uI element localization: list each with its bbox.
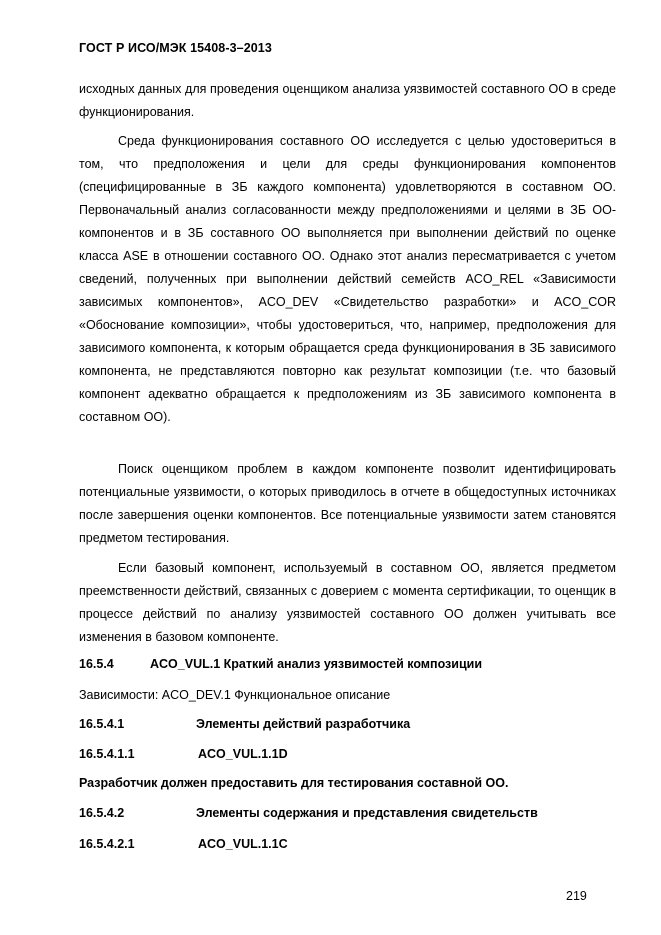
subsection-heading-1 [79, 717, 410, 731]
page-number: 219 [566, 889, 587, 903]
subsection-heading-2 [79, 806, 538, 820]
subsection-number-1: 16.5.4.1 [79, 717, 125, 731]
element-heading-1 [79, 747, 288, 761]
paragraph-1: исходных данных для проведения оценщиком анализа уязвимостей составного ОО в среде функционирования. [79, 82, 616, 119]
subsection-title-1: Элементы действий разработчика [196, 717, 411, 731]
document-header: ГОСТ Р ИСО/МЭК 15408-3–2013 [79, 41, 272, 55]
section-heading [79, 657, 482, 671]
element-title-2: ACO_VUL.1.1C [198, 837, 288, 851]
element-heading-2 [79, 837, 288, 851]
section-title: ACO_VUL.1 Краткий анализ уязвимостей композиции [150, 657, 483, 671]
subsection-title-2: Элементы содержания и представления свидетельств [196, 806, 538, 820]
requirement-statement: Разработчик должен предоставить для тестирования составной ОО. [79, 776, 509, 790]
section-number: 16.5.4 [79, 657, 114, 671]
element-number-1: 16.5.4.1.1 [79, 747, 135, 761]
subsection-number-2: 16.5.4.2 [79, 806, 125, 820]
paragraph-3: Поиск оценщиком проблем в каждом компоненте позволит идентифицировать потенциальные уязвимости, о которых приводилось в отчете в общедоступных источниках после завершения оценки компонентов. Все потенциальные уязвимости затем становятся предметом тестирования. [79, 462, 616, 545]
element-title-1: ACO_VUL.1.1D [198, 747, 288, 761]
element-number-2: 16.5.4.2.1 [79, 837, 135, 851]
dependencies-line: Зависимости: ACO_DEV.1 Функциональное описание [79, 688, 391, 702]
paragraph-4: Если базовый компонент, используемый в составном ОО, является предметом преемственности действий, связанных с доверием с момента сертификации, то оценщик в процессе действий по анализу уязвимостей составного ОО должен учитывать все изменения в базовом компоненте. [79, 561, 616, 644]
paragraph-2: Среда функционирования составного ОО исследуется с целью удостовериться в том, что предположения и цели для среды функционирования компонентов (специфицированные в ЗБ каждого компонента) удовлетворяются в составном ОО. Первоначальный анализ согласованности между предположениями и целями в ЗБ ОО-компонентов и в ЗБ составного ОО выполняется при выполнении действий по оценке класса ASE в отношении составного ОО. Однако этот анализ пересматривается с учетом сведений, полученных при выполнении действий семейств ACO_REL «Зависимости зависимых компонентов», ACO_DEV «Свидетельство разработки» и ACO_COR «Обоснование композиции», чтобы удостовериться, что, например, предположения для зависимого компонента, к которым обращается среда функционирования в ЗБ зависимого компонента, не представляются повторно как результат композиции (т.е. что базовый компонент адекватно обращается к предположениям из ЗБ зависимого компонента в составном ОО). [79, 134, 616, 424]
